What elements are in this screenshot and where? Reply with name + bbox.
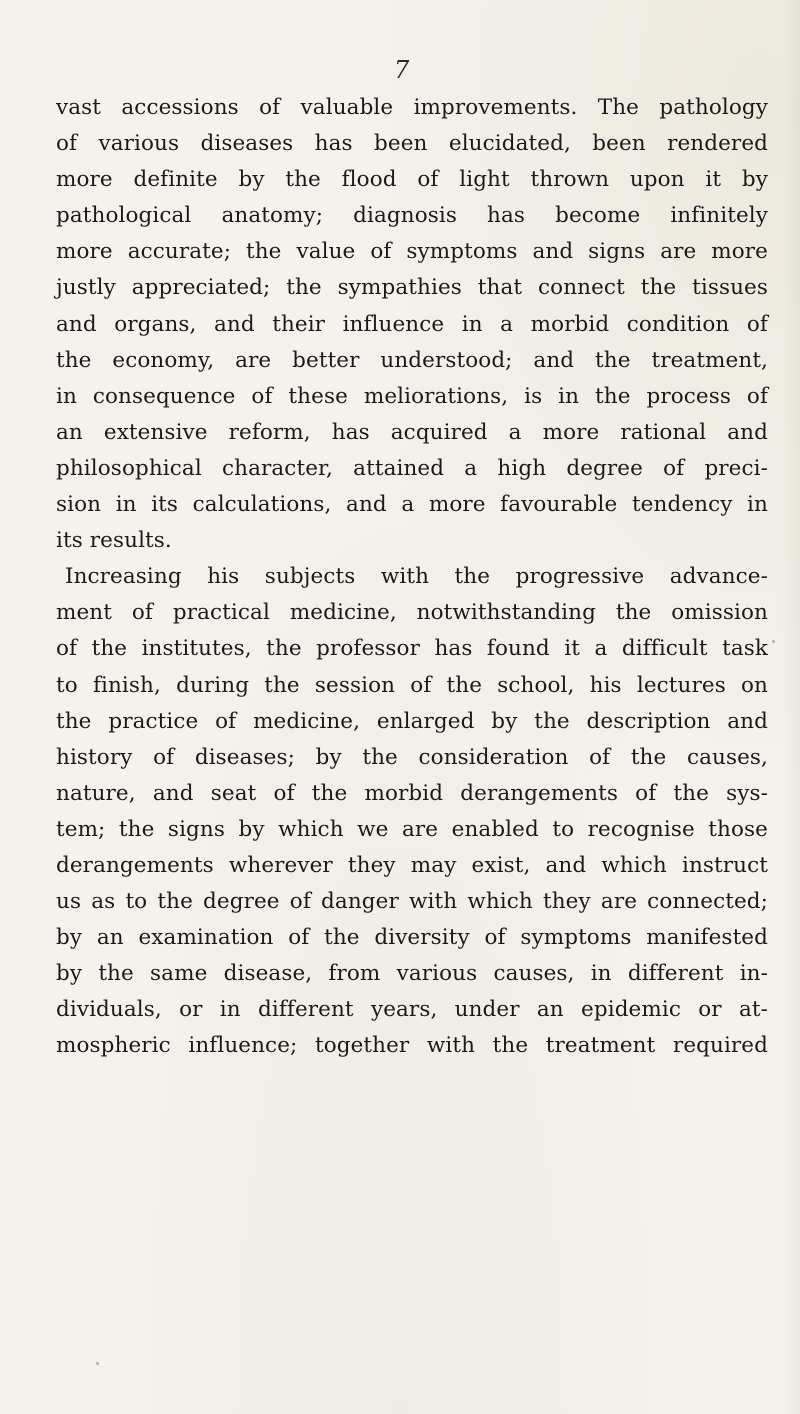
text-line: derangements wherever they may exist, and which instruct <box>56 852 768 878</box>
text-line: in consequence of these meliorations, is in the process of <box>56 383 768 409</box>
text-line: nature, and seat of the morbid derangements of the sys- <box>56 780 768 806</box>
text-line: by the same disease, from various causes, in different in- <box>56 961 768 987</box>
text-line: the economy, are better understood; and the treatment, <box>56 347 768 373</box>
text-line: justly appreciated; the sympathies that connect the tissues <box>56 275 768 301</box>
text-line: pathological anatomy; diagnosis has become infinitely <box>56 203 768 229</box>
text-line: tem; the signs by which we are enabled to recognise those <box>56 816 768 842</box>
text-line: an extensive reform, has acquired a more rational and <box>56 419 768 445</box>
text-line: more definite by the flood of light thrown upon it by <box>56 167 768 193</box>
text-line: of various diseases has been elucidated, been rendered <box>56 131 768 157</box>
text-line: sion in its calculations, and a more favourable tendency in <box>56 492 768 518</box>
text-line: to finish, during the session of the school, his lectures on <box>56 672 768 698</box>
paper-speck <box>772 640 775 643</box>
page-edge-shadow <box>782 0 800 1414</box>
text-line: by an examination of the diversity of symptoms manifested <box>56 925 768 951</box>
text-line: us as to the degree of danger with which they are connected; <box>56 889 768 915</box>
paragraph-start-line: Increasing his subjects with the progressive advance- <box>65 564 768 590</box>
text-line: mospheric influence; together with the treatment required <box>56 1033 768 1059</box>
page-number: 7 <box>394 56 410 84</box>
text-line: ment of practical medicine, notwithstanding the omission <box>56 600 768 626</box>
paper-speck <box>96 1362 99 1365</box>
text-line: its results. <box>56 528 172 554</box>
text-line: dividuals, or in different years, under an epidemic or at- <box>56 997 768 1023</box>
text-line: and organs, and their influence in a morbid condition of <box>56 311 768 337</box>
text-line: vast accessions of valuable improvements. The pathology <box>56 95 768 120</box>
text-line: more accurate; the value of symptoms and signs are more <box>56 239 768 265</box>
text-line: the practice of medicine, enlarged by the description and <box>56 708 768 734</box>
text-line: of the institutes, the professor has found it a difficult task <box>56 636 768 662</box>
text-line: philosophical character, attained a high degree of preci- <box>56 455 768 481</box>
body-text <box>56 90 768 1065</box>
text-line: history of diseases; by the consideration of the causes, <box>56 744 768 770</box>
